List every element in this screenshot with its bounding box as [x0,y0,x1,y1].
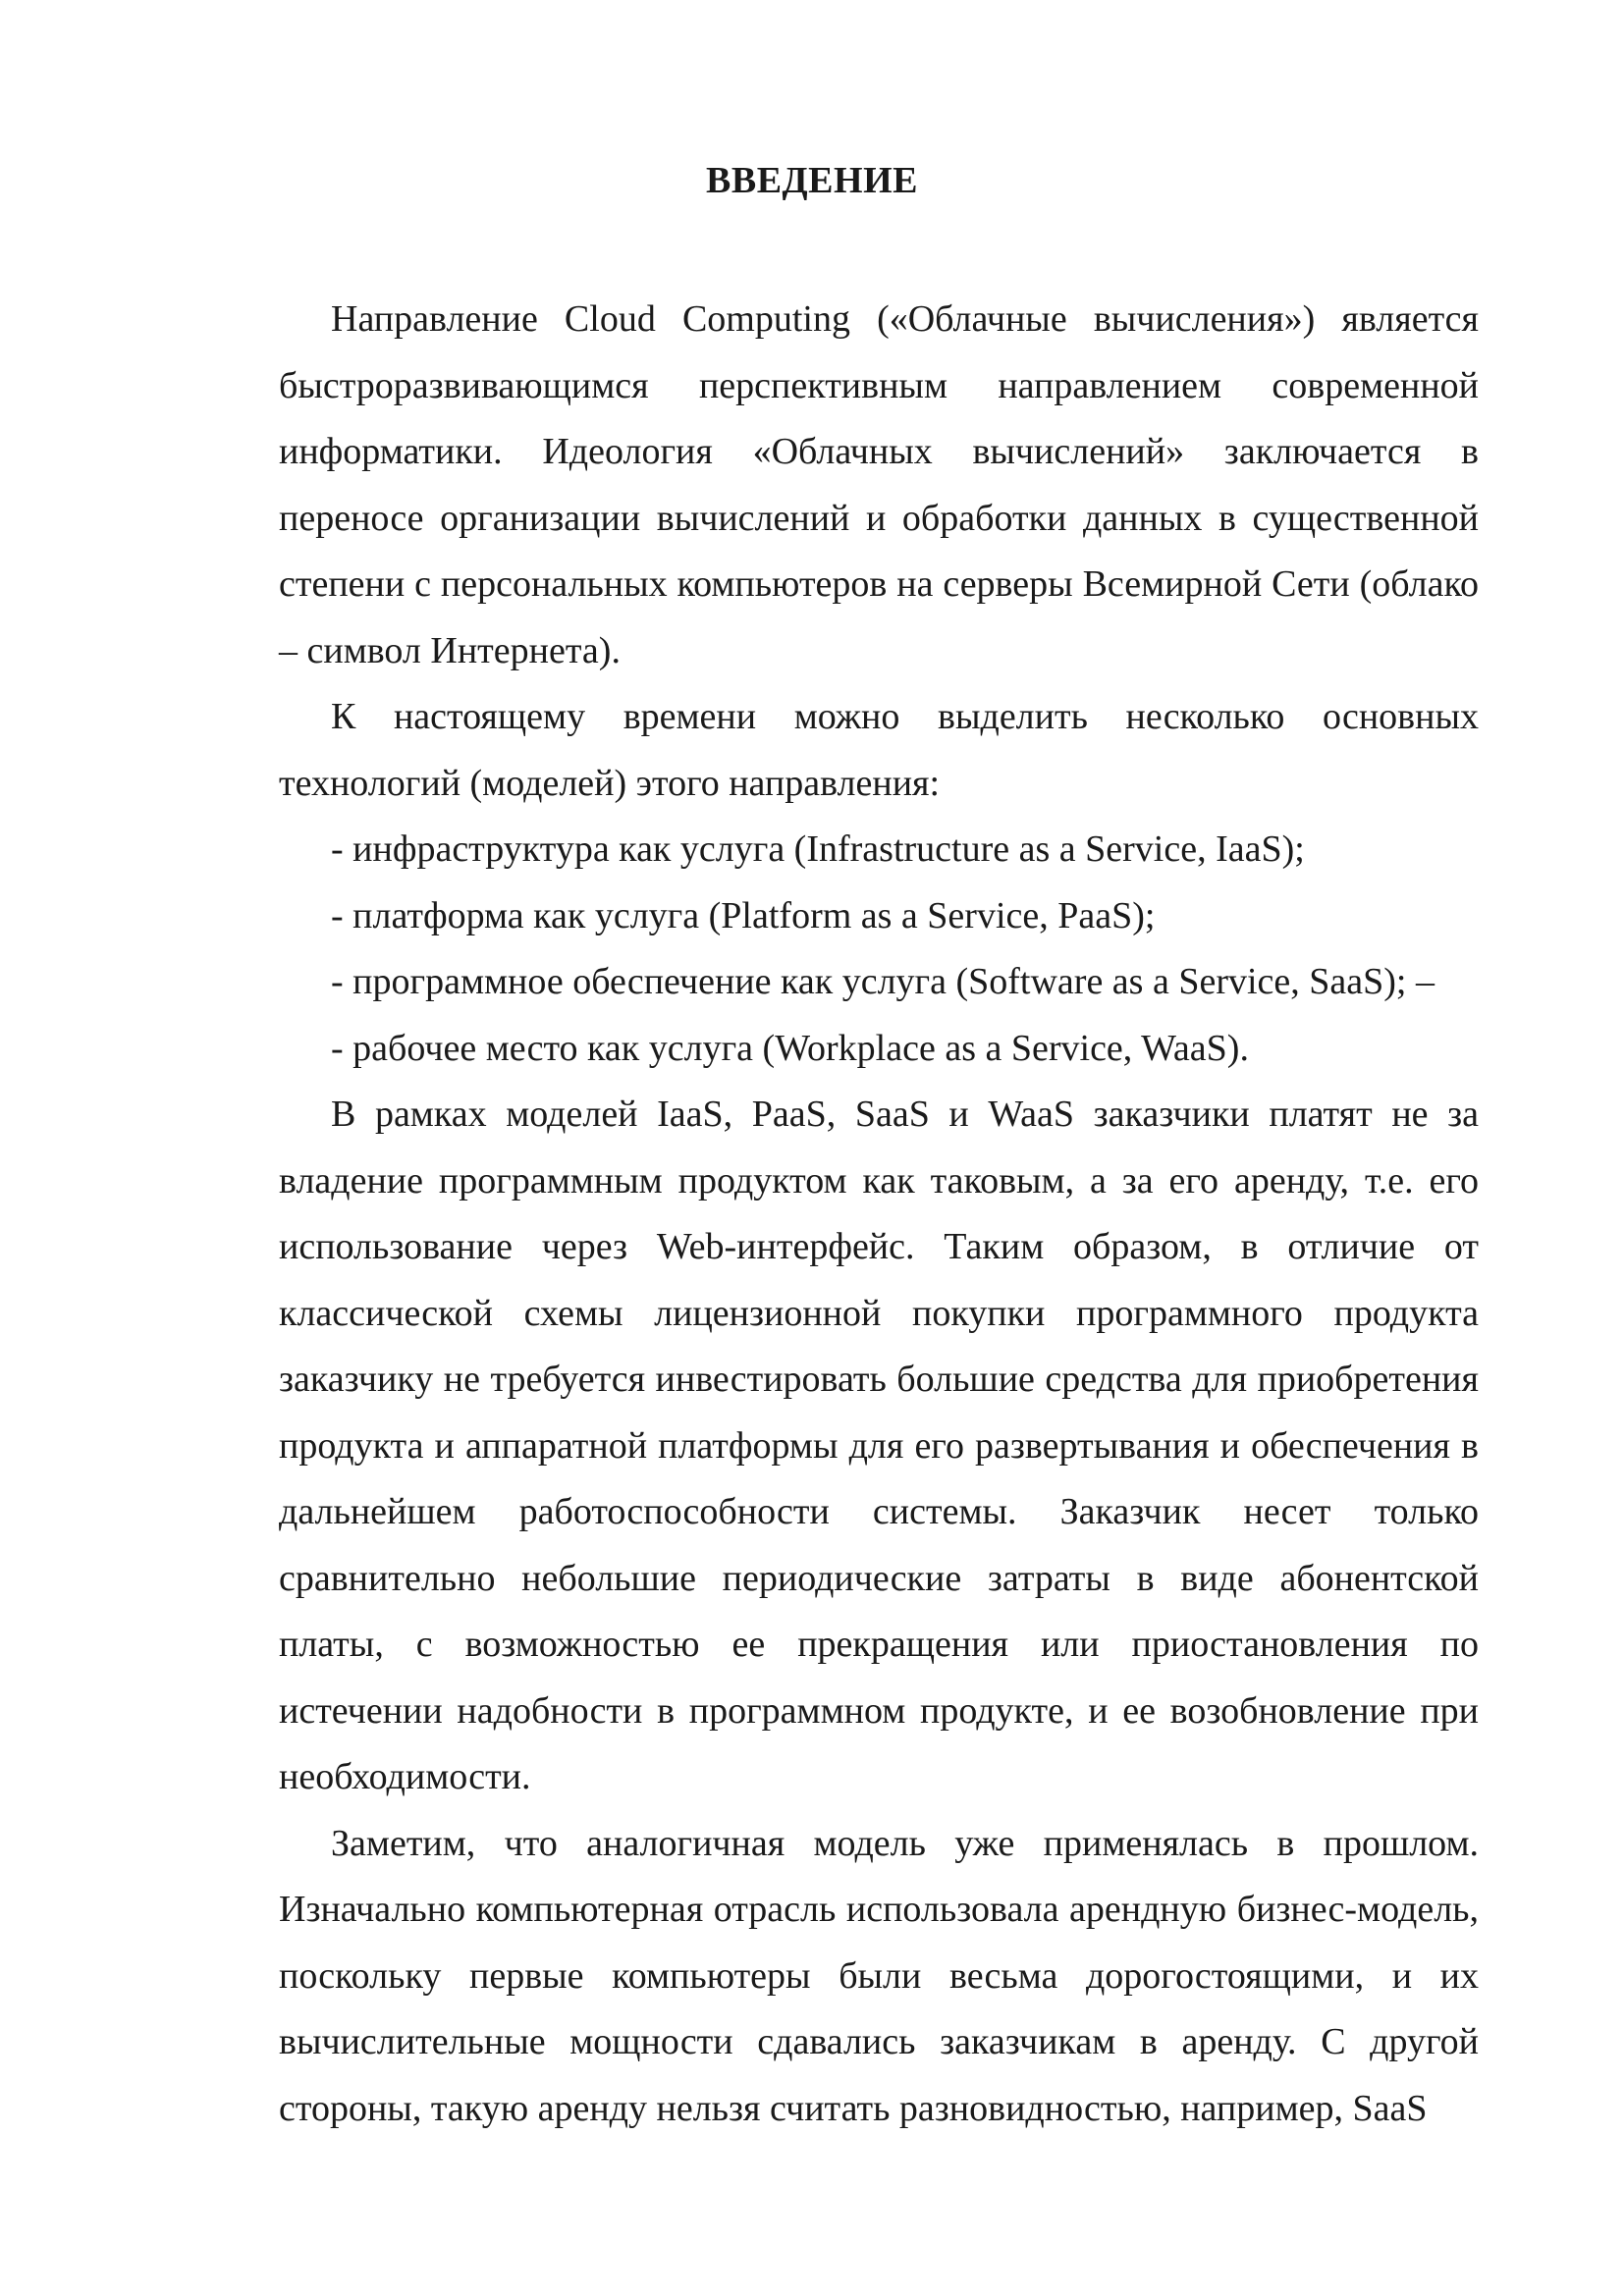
body-text [279,287,1479,2142]
list-item-saas: - программное обеспечение как услуга (Software as a Service, SaaS); – [331,961,1435,1002]
list-item-iaas: - инфраструктура как услуга (Infrastructure as a Service, IaaS); [331,828,1305,870]
paragraph-rental-model: В рамках моделей IaaS, PaaS, SaaS и WaaS заказчики платят не за владение программным продуктом как таковым, а за его аренду, т.е. его использование через Web-интерфейс. Таким образом, в отличие от классической схемы лицензионной покупки программного продукта заказчику не требуется инвестировать большие средства для приобретения продукта и аппаратной платформы для его развертывания и обеспечения в дальнейшем работоспособности системы. Заказчик несет только сравнительно небольшие периодические затраты в виде абонентской платы, с возможностью ее прекращения или приостановления по истечении надобности в программном продукте, и ее возобновление при необходимости. [279,1094,1479,1797]
paragraph-models-intro: К настоящему времени можно выделить несколько основных технологий (моделей) этого направления: [279,696,1479,804]
list-item-waas: - рабочее место как услуга (Workplace as a Service, WaaS). [331,1027,1249,1069]
section-heading: ВВЕДЕНИЕ [706,160,918,201]
paragraph-historical-note: Заметим, что аналогичная модель уже применялась в прошлом. Изначально компьютерная отрасль использовала арендную бизнес-модель, поскольку первые компьютеры были весьма дорогостоящими, и их вычислительные мощности сдавались заказчикам в аренду. С другой стороны, такую аренду нельзя считать разновидностью, например, SaaS [279,1822,1479,2129]
paragraph-cloud-computing-intro: Направление Cloud Computing («Облачные вычисления») является быстроразвивающимся перспективным направлением современной информатики. Идеология «Облачных вычислений» заключается в переносе организации вычислений и обработки данных в существенной степени с персональных компьютеров на серверы Всемирной Сети (облако – символ Интернета). [279,298,1479,671]
list-item-paas: - платформа как услуга (Platform as a Service, PaaS); [331,894,1156,936]
